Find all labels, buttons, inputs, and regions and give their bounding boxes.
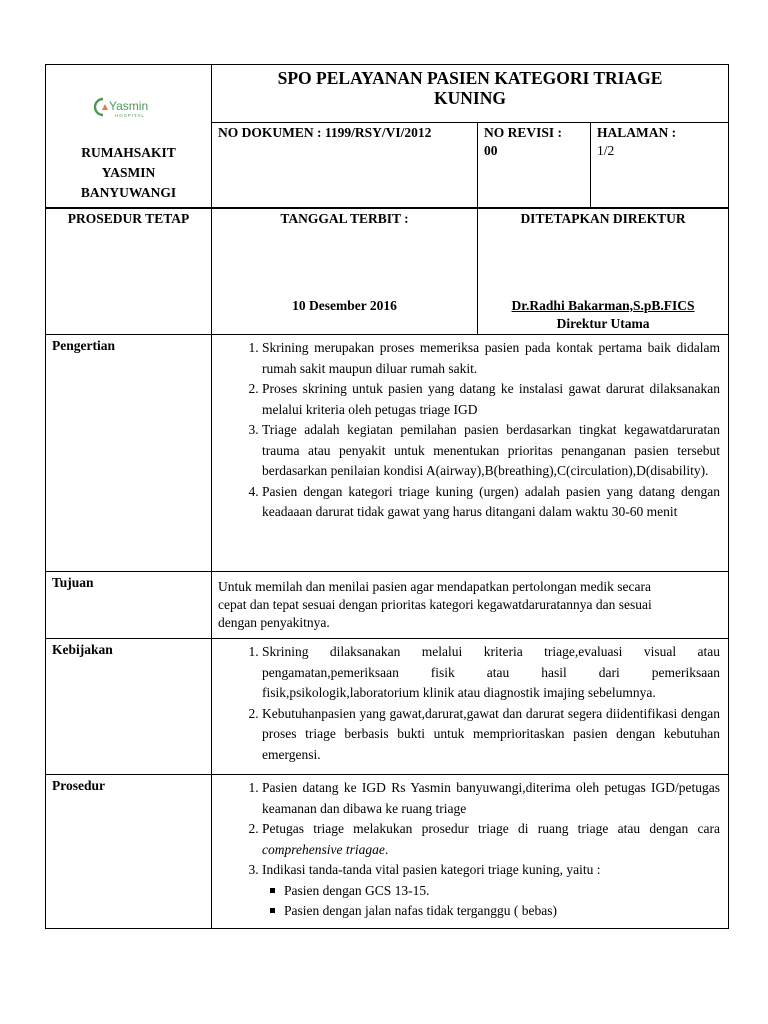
- no-revisi-value: 00: [484, 143, 498, 158]
- list-item: 2. Proses skrining untuk pasien yang datang ke instalasi gawat darurat dilaksanakan melalui kriteria oleh petugas triage IGD: [262, 379, 720, 420]
- list-item: 1. Pasien datang ke IGD Rs Yasmin banyuwangi,diterima oleh petugas IGD/petugas keamanan dan dibawa ke ruang triage: [262, 778, 720, 819]
- prosedur-tetap-label: PROSEDUR TETAP: [46, 208, 212, 335]
- content-table: [45, 334, 729, 929]
- ditetapkan-cell: [478, 208, 729, 335]
- vital-signs-list: [262, 881, 720, 922]
- list-item: 4. Pasien dengan kategori triage kuning (urgen) adalah pasien yang datang dengan keadaaan darurat tidak gawat yang harus ditangani dalam waktu 30-60 menit: [262, 482, 720, 523]
- tujuan-content: [212, 572, 729, 639]
- halaman-value: 1/2: [597, 143, 615, 158]
- signer-title: Direktur Utama: [556, 315, 650, 331]
- yasmin-logo-icon: [93, 95, 165, 121]
- halaman-cell: [591, 123, 729, 208]
- kebijakan-list: [218, 642, 720, 765]
- pengertian-label: Pengertian: [46, 335, 212, 572]
- logo-text: Yasmin: [108, 99, 148, 113]
- tujuan-line-2: cepat dan tepat sesuai dengan prioritas kategori kegawatdaruratannya dan sesuai: [218, 597, 652, 612]
- tujuan-label: Tujuan: [46, 572, 212, 639]
- tanggal-terbit-value: 10 Desember 2016: [292, 297, 397, 313]
- hospital-name-line-1: RUMAHSAKIT: [81, 145, 176, 160]
- prosedur-label: Prosedur: [46, 775, 212, 929]
- ditetapkan-label: DITETAPKAN DIREKTUR: [520, 210, 686, 226]
- prosedur-content: [212, 775, 729, 929]
- hospital-name: [46, 143, 211, 203]
- no-revisi-label: NO REVISI :: [484, 125, 563, 140]
- pengertian-content: [212, 335, 729, 572]
- spo-document: [45, 64, 728, 929]
- list-item: 1. Skrining dilaksanakan melalui kriteria triage,evaluasi visual atau pengamatan,pemeriksaan fisik atau hasil dari pemeriksaan fisik,psikologik,laboratorium klinik atau diagnostik imajing sebelumnya.: [262, 642, 720, 704]
- list-item: 2. Petugas triage melakukan prosedur triage di ruang triage atau dengan cara comprehensive triagae.: [262, 819, 720, 860]
- halaman-label: HALAMAN :: [597, 125, 677, 140]
- kebijakan-label: Kebijakan: [46, 639, 212, 775]
- kebijakan-content: [212, 639, 729, 775]
- no-revisi-cell: [478, 123, 591, 208]
- title-line-2: KUNING: [434, 88, 506, 108]
- list-item: 3. Triage adalah kegiatan pemilahan pasien berdasarkan tingkat kegawatdaruratan trauma atau penyakit untuk menentukan prioritas penanganan pasien tersebut berdasarkan penilaian kondisi A(airway),B(breathing),C(circulation),D(disability).: [262, 420, 720, 482]
- logo-subtext: HOSPITAL: [114, 113, 145, 118]
- title-line-1: SPO PELAYANAN PASIEN KATEGORI TRIAGE: [277, 68, 663, 88]
- tanggal-terbit-label: TANGGAL TERBIT :: [280, 210, 409, 226]
- document-title: [212, 65, 729, 123]
- tanggal-terbit-cell: [212, 208, 478, 335]
- hospital-cell: [46, 65, 212, 208]
- tujuan-line-3: dengan penyakitnya.: [218, 615, 330, 630]
- hospital-logo: [46, 95, 211, 121]
- comprehensive-triage-text: comprehensive triagae: [262, 841, 385, 857]
- bullet-item: Pasien dengan GCS 13-15.: [284, 881, 720, 902]
- header-table: [45, 64, 729, 335]
- hospital-name-line-3: BANYUWANGI: [80, 185, 177, 200]
- list-item: 1. Skrining merupakan proses memeriksa pasien pada kontak pertama baik didalam rumah sakit maupun diluar rumah sakit.: [262, 338, 720, 379]
- prosedur-list: [218, 778, 720, 922]
- list-item: 2. Kebutuhanpasien yang gawat,darurat,gawat dan darurat segera diidentifikasi dengan proses triage berbasis bukti untuk memprioritaskan pasien dengan kebutuhan emergensi.: [262, 704, 720, 766]
- hospital-name-line-2: YASMIN: [101, 165, 156, 180]
- no-dokumen-cell: NO DOKUMEN : 1199/RSY/VI/2012: [212, 123, 478, 208]
- list-item: 3. Indikasi tanda-tanda vital pasien kategori triage kuning, yaitu : Pasien dengan GCS 13-15. Pasien dengan jalan nafas tidak terganggu ( bebas): [262, 860, 720, 922]
- tujuan-line-1: Untuk memilah dan menilai pasien agar mendapatkan pertolongan medik secara: [218, 579, 651, 594]
- bullet-item: Pasien dengan jalan nafas tidak terganggu ( bebas): [284, 901, 720, 922]
- pengertian-list: [218, 338, 720, 523]
- signer-name: Dr.Radhi Bakarman,S.pB.FICS: [511, 297, 695, 313]
